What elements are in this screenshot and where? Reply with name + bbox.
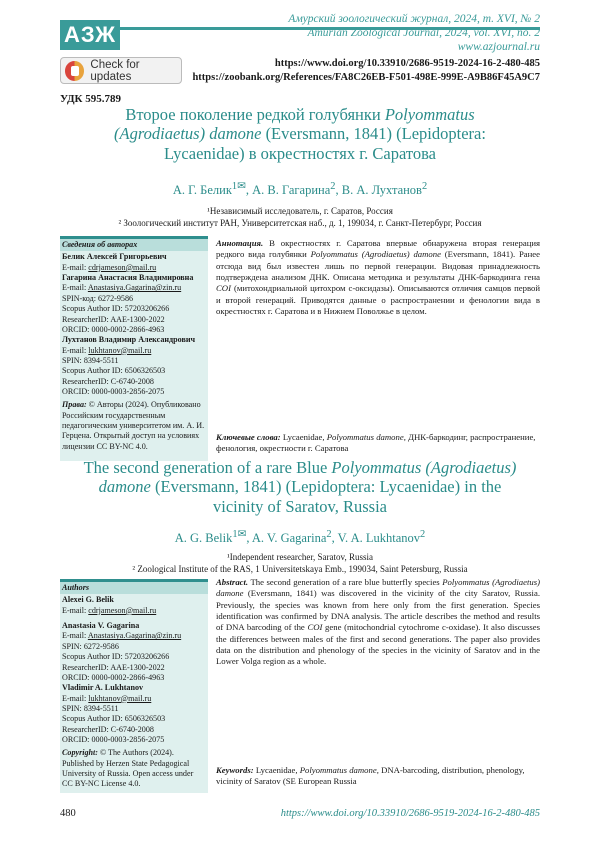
author-researcherid: ResearcherID: C-6740-2008 — [62, 377, 205, 387]
rights-label: Copyright: — [62, 748, 98, 757]
abstract-ru — [216, 238, 540, 317]
keywords-text: Lycaenidae, — [281, 432, 327, 442]
title-ru-text: Второе поколение редкой голубянки — [125, 105, 385, 124]
keywords-en — [216, 765, 540, 788]
author-orcid: ORCID: 0000-0002-2866-4963 — [62, 673, 205, 683]
author-name: , В. А. Лухтанов — [335, 183, 421, 197]
journal-citation-en: Amurian Zoological Journal, 2024, vol. XVI, no. 2 — [307, 27, 540, 39]
keywords-label: Ключевые слова: — [216, 432, 281, 442]
author-name: А. Г. Белик — [173, 183, 232, 197]
author-name: Anastasia V. Gagarina — [62, 621, 205, 631]
rights-text: © The Authors (2024). Published by Herzen State Pedagogical University of Russia. Open access under CC BY-NC License 4.0. — [62, 748, 193, 788]
keywords-taxon: Polyommatus damone — [327, 432, 404, 442]
abstract-text: gene (mitochondrial cytochrome c-oxidase). It also discusses the differences between males of the first and second generations. The paper also provides data on the distribution and phenology of the species in the vicinity of Saratov and in the Lower Volga region as a whole. — [216, 622, 540, 666]
title-ru-text: (Eversmann, 1841) (Lepidoptera: — [261, 124, 486, 143]
abstract-en — [216, 577, 540, 668]
author-researcherid: ResearcherID: C-6740-2008 — [62, 725, 205, 735]
rights-text: © Авторы (2024). Опубликовано Российским государственным педагогическим университетом им. А. И. Герцена. Открытый доступ на условиях лицензии CC BY-NC 4.0. — [62, 400, 204, 450]
author-affil-mark: 2 — [420, 529, 425, 540]
keywords-text: , ДНК-баркодинг, распространение, фенология, окрестности г. Саратова — [216, 432, 535, 453]
author-email-row — [62, 694, 205, 704]
author-email-link[interactable]: cdrjameson@mail.ru — [88, 606, 156, 615]
author-email-row — [62, 606, 205, 616]
author-name: A. G. Belik — [175, 531, 233, 545]
author-affil-mark: 1✉ — [232, 181, 246, 192]
abstract-label: Abstract. — [216, 577, 248, 587]
journal-logo: АЗЖ — [60, 20, 120, 50]
author-email-link[interactable]: Anastasiya.Gagarina@zin.ru — [88, 631, 181, 640]
author-scopus: Scopus Author ID: 57203206266 — [62, 652, 205, 662]
doi-link[interactable]: https://www.doi.org/10.33910/2686-9519-2024-16-2-480-485 — [275, 58, 540, 69]
author-email-row — [62, 631, 205, 641]
affiliation: ² Зоологический институт РАН, Университетская наб., д. 1, 199034, г. Санкт-Петербург, Россия — [60, 217, 540, 229]
email-label: E-mail: — [62, 694, 88, 703]
author-affil-mark: 2 — [422, 181, 427, 192]
author-email-link[interactable]: Anastasiya.Gagarina@zin.ru — [88, 283, 181, 292]
author-name: Белик Алексей Григорьевич — [62, 252, 205, 262]
author-researcherid: ResearcherID: AAE-1300-2022 — [62, 315, 205, 325]
affiliations-en — [60, 551, 540, 575]
journal-website[interactable]: www.azjournal.ru — [458, 41, 540, 53]
sidebar-heading: Сведения об авторах — [60, 236, 208, 251]
email-label: E-mail: — [62, 346, 88, 355]
affiliation: ¹Независимый исследователь, г. Саратов, Россия — [60, 205, 540, 217]
title-ru-text: Lycaenidae) в окрестностях г. Саратова — [60, 144, 540, 163]
title-en-taxon: Polyommatus (Agrodiaetus) — [331, 458, 516, 477]
author-email-link[interactable]: lukhtanov@mail.ru — [88, 694, 151, 703]
journal-header — [0, 0, 600, 56]
email-label: E-mail: — [62, 263, 88, 272]
author-email-row — [62, 346, 205, 356]
author-email-row — [62, 263, 205, 273]
email-label: E-mail: — [62, 283, 88, 292]
sidebar-heading: Authors — [60, 579, 208, 594]
author-name: , A. V. Gagarina — [246, 531, 326, 545]
author-scopus: Scopus Author ID: 6506326503 — [62, 366, 205, 376]
title-ru-taxon: Polyommatus — [385, 105, 475, 124]
title-ru-taxon: (Agrodiaetus) damone — [114, 124, 261, 143]
keywords-taxon: Polyommatus damone — [300, 765, 377, 775]
page-number: 480 — [60, 808, 76, 819]
author-orcid: ORCID: 0000-0002-2866-4963 — [62, 325, 205, 335]
abstract-text: В окрестностях г. Саратова впервые обнаружена вторая генерация редкого вида голубянки — [216, 238, 540, 259]
author-spin: SPIN: 8394-5511 — [62, 356, 205, 366]
udc-code: УДК 595.789 — [60, 93, 121, 105]
footer-doi-link[interactable]: https://www.doi.org/10.33910/2686-9519-2024-16-2-480-485 — [281, 808, 540, 819]
abstract-gene: COI — [307, 622, 322, 632]
author-name: Гагарина Анастасия Владимировна — [62, 273, 205, 283]
keywords-text: Lycaenidae, — [254, 765, 300, 775]
author-info-sidebar-ru — [60, 236, 208, 461]
title-en-text: The second generation of a rare Blue — [84, 458, 332, 477]
keywords-text: , DNA-barcoding, distribution, phenology, vicinity of Saratov (SE European Russia — [216, 765, 525, 786]
abstract-text: (митохондриальной цитохром с-оксидазы). Описываются отличия самцов первой и второй генераций. Приводятся данные о распространении и фенологии вида в окрестностях г. Саратова и в Нижнем Поволжье в целом. — [216, 283, 540, 316]
abstract-text: (Eversmann, 1841) was discovered in the vicinity of the city Saratov, Russia. Previously, the species was known from here only from the first generation. Species identification was confirmed by DNA analysis. The article describes the method and results of DNA barcoding of the — [216, 588, 540, 632]
authors-ru — [60, 180, 540, 198]
zoobank-link[interactable]: https://zoobank.org/References/FA8C26EB-F501-498E-999E-A9B86F45A9C7 — [192, 72, 540, 83]
author-name: Alexei G. Belik — [62, 595, 205, 605]
author-orcid: ORCID: 0000-0003-2856-2075 — [62, 735, 205, 745]
title-en-text: vicinity of Saratov, Russia — [60, 497, 540, 516]
journal-citation-ru: Амурский зоологический журнал, 2024, т. XVI, № 2 — [288, 13, 540, 25]
keywords-ru — [216, 432, 540, 455]
check-for-updates-label: Check for updates — [90, 59, 181, 83]
title-en-taxon: damone — [99, 477, 151, 496]
author-affil-mark: 2 — [330, 181, 335, 192]
affiliation: ² Zoological Institute of the RAS, 1 Universitetskaya Emb., 199034, Saint Petersburg, Russia — [60, 563, 540, 575]
abstract-taxon: Polyommatus (Agrodiaetus) damone — [311, 249, 441, 259]
article-title-en — [60, 458, 540, 516]
abstract-text: (Eversmann, 1841). Ранее отсюда вид был известен лишь по первой генерации. Видовая принадлежность подтверждена анализом ДНК. Описана методика и результаты ДНК-баркодинга гена — [216, 249, 540, 282]
rights-label: Права: — [62, 400, 87, 409]
affiliation: ¹Independent researcher, Saratov, Russia — [60, 551, 540, 563]
author-affil-mark: 1✉ — [232, 529, 246, 540]
article-title-ru — [60, 105, 540, 163]
author-spin: SPIN-код: 6272-9586 — [62, 294, 205, 304]
abstract-taxon: Polyommatus (Agrodiaetus) damone — [216, 577, 540, 598]
title-en-text: (Eversmann, 1841) (Lepidoptera: Lycaenidae) in the — [151, 477, 502, 496]
author-email-row — [62, 283, 205, 293]
authors-en — [60, 528, 540, 546]
author-spin: SPIN: 6272-9586 — [62, 642, 205, 652]
author-researcherid: ResearcherID: AAE-1300-2022 — [62, 663, 205, 673]
crossmark-icon — [65, 61, 84, 81]
author-spin: SPIN: 8394-5511 — [62, 704, 205, 714]
author-scopus: Scopus Author ID: 6506326503 — [62, 714, 205, 724]
author-name: , А. В. Гагарина — [246, 183, 330, 197]
check-for-updates-button[interactable] — [60, 57, 182, 84]
author-name: Лухтанов Владимир Александрович — [62, 335, 205, 345]
author-scopus: Scopus Author ID: 57203206266 — [62, 304, 205, 314]
author-email-link[interactable]: cdrjameson@mail.ru — [88, 263, 156, 272]
author-name: Vladimir A. Lukhtanov — [62, 683, 205, 693]
author-orcid: ORCID: 0000-0003-2856-2075 — [62, 387, 205, 397]
abstract-text: The second generation of a rare blue butterfly species — [248, 577, 442, 587]
abstract-label: Аннотация. — [216, 238, 263, 248]
author-email-link[interactable]: lukhtanov@mail.ru — [88, 346, 151, 355]
email-label: E-mail: — [62, 606, 88, 615]
keywords-label: Keywords: — [216, 765, 254, 775]
page-footer — [60, 808, 540, 822]
author-info-sidebar-en — [60, 579, 208, 793]
rights-statement — [62, 400, 205, 452]
rights-statement — [62, 748, 205, 789]
abstract-gene: COI — [216, 283, 231, 293]
author-affil-mark: 2 — [326, 529, 331, 540]
affiliations-ru — [60, 205, 540, 229]
author-name: , V. A. Lukhtanov — [332, 531, 420, 545]
email-label: E-mail: — [62, 631, 88, 640]
